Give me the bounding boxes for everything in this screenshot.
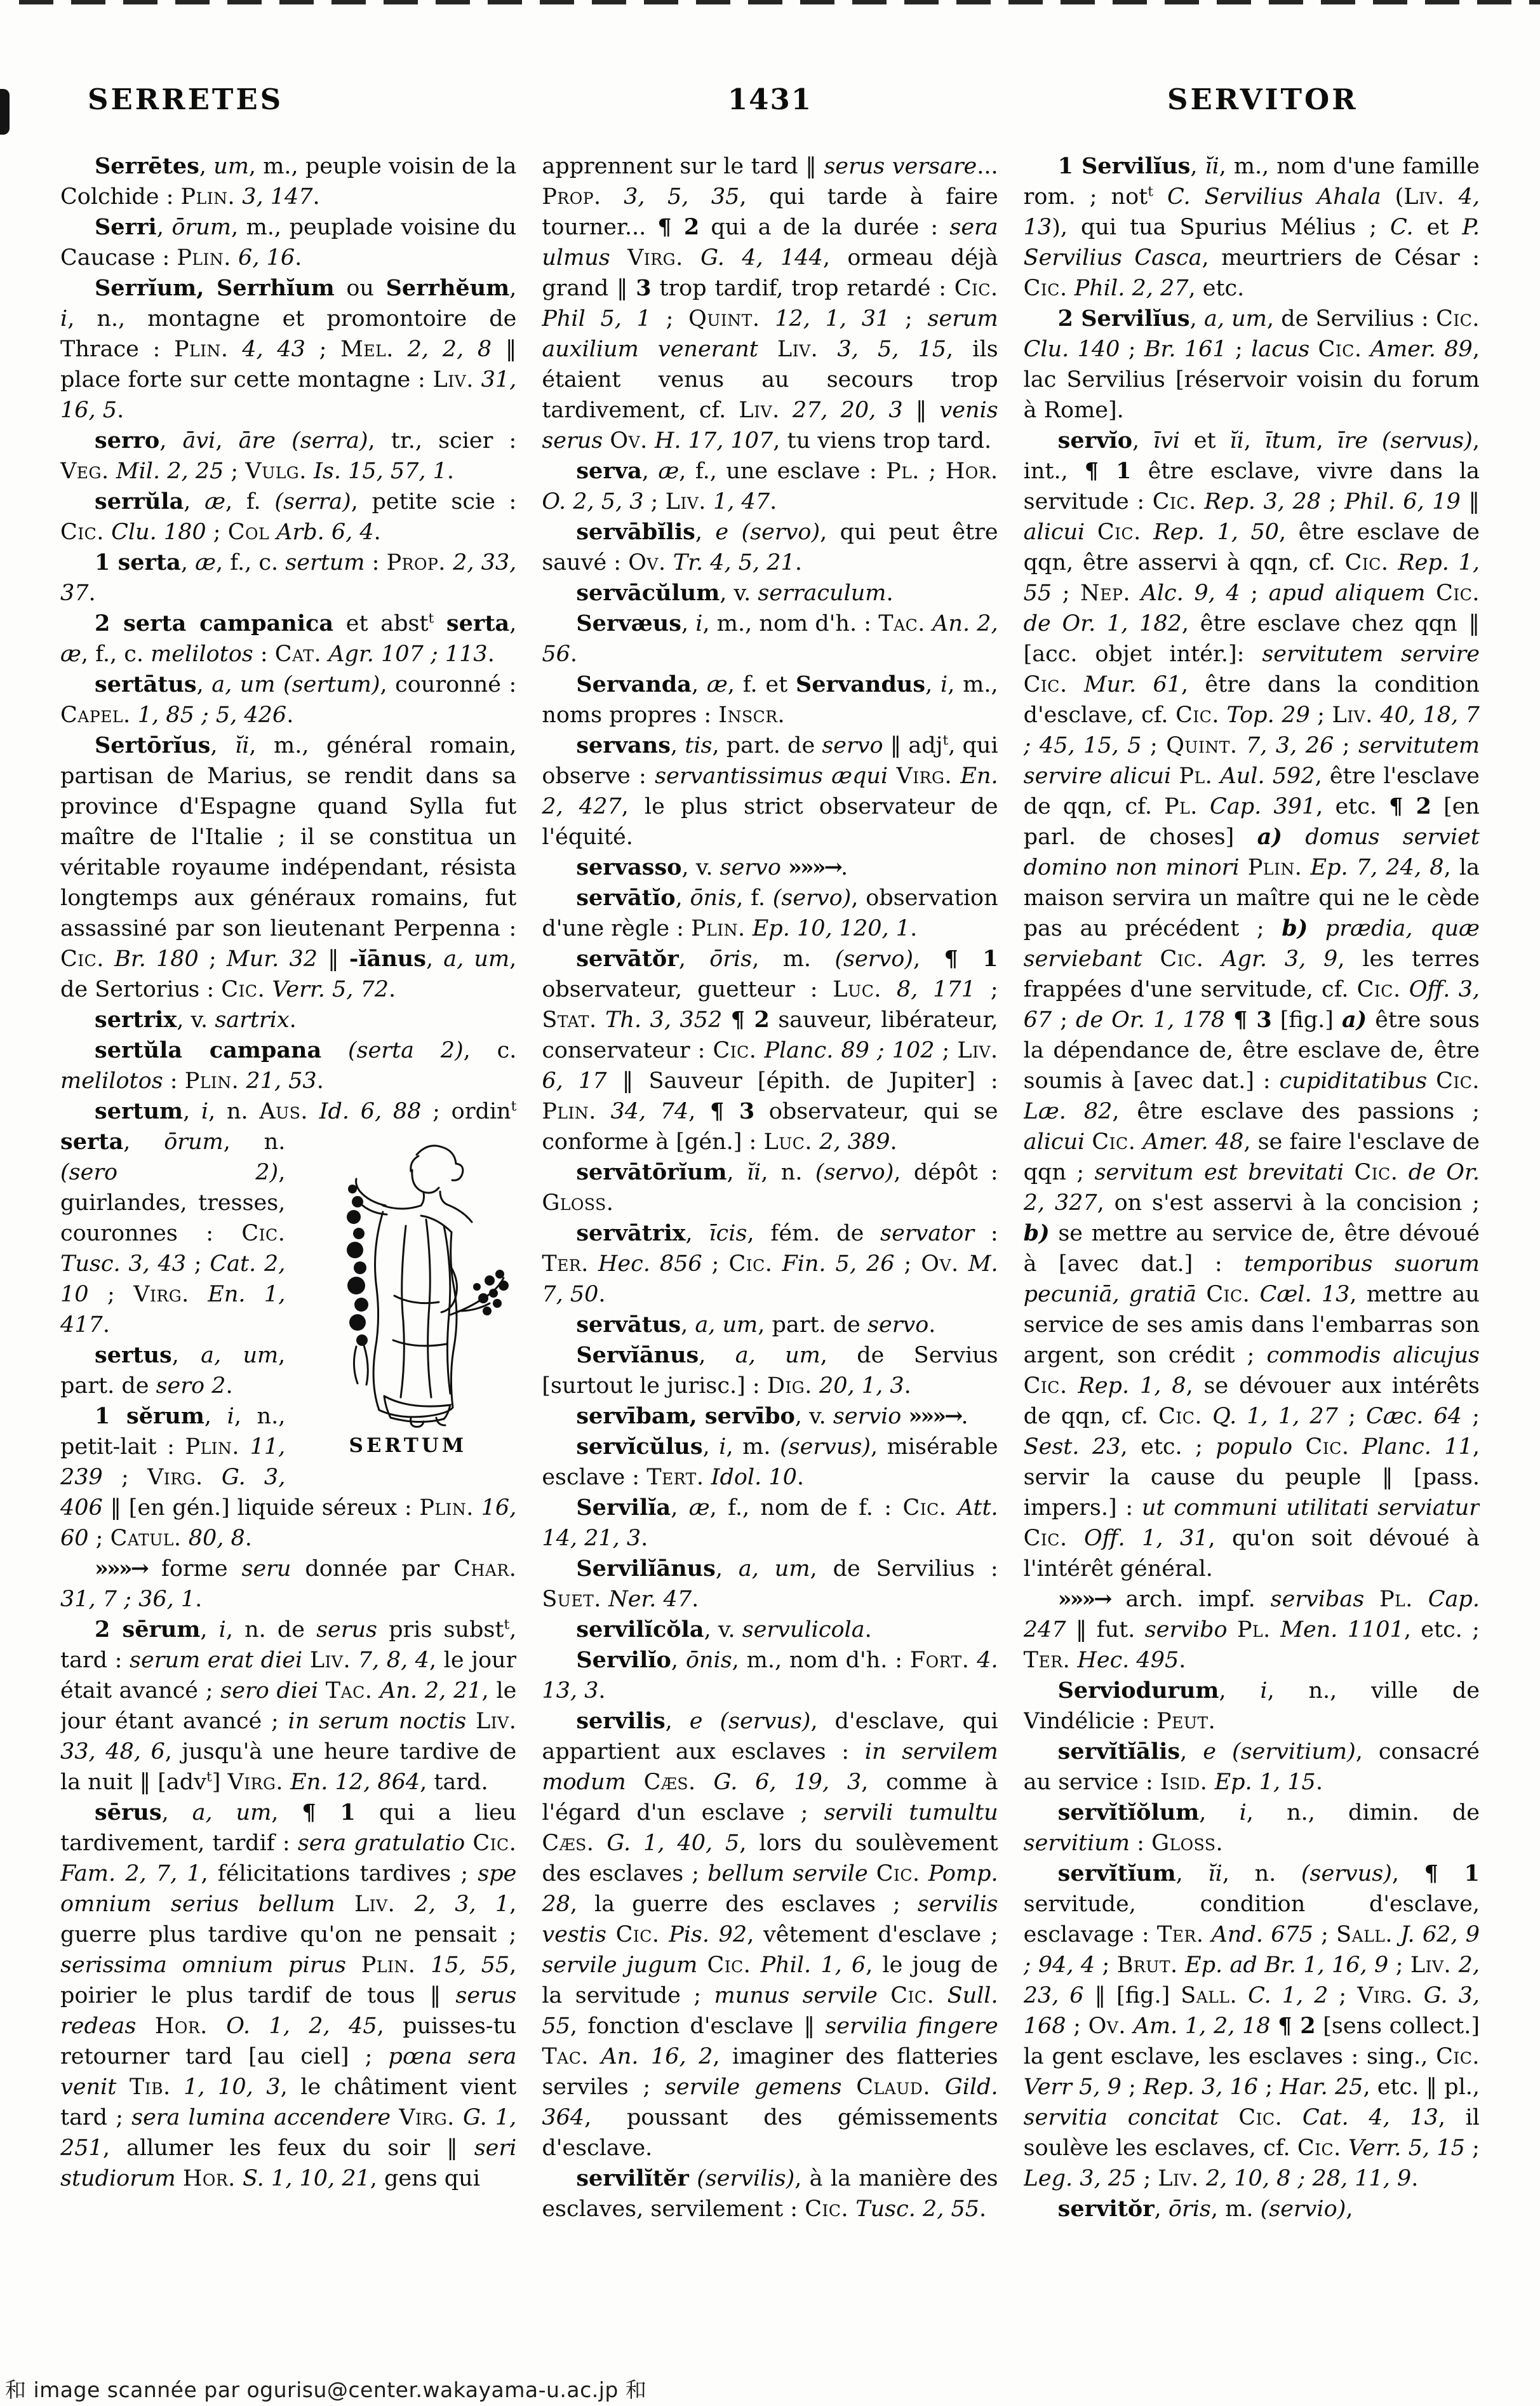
dictionary-entry: servĭtĭum, ĭi, n. (servus), ¶ 1 servitude, condition d'esclave, esclavage : Ter. And. 675 ; Sall. J. 62, 9 ; 94, 4 ; Brut. Ep. ad Br. 1, 16, 9 ; Liv. 2, 23, 6 ‖ [fig.] Sall. C. 1, 2 ; Virg. G. 3, 168 ; Ov. Am. 1, 2, 18 ¶ 2 [sens collect.] la gent esclave, les esclaves : sing., Cic. Verr 5, 9 ; Rep. 3, 16 ; Har. 25, etc. ‖ pl., servitia concitat Cic. Cat. 4, 13, il soulève les esclaves, cf. Cic. Verr. 5, 15 ; Leg. 3, 25 ; Liv. 2, 10, 8 ; 28, 11, 9. [1023,1860,1480,2191]
scan-watermark: 和 image scannée par ogurisu@center.wakayama-u.ac.jp 和 [5,2377,647,2402]
dictionary-entry: sērus, a, um, ¶ 1 qui a lieu tardivement, tardif : sera gratulatio Cic. Fam. 2, 7, 1, félicitations tardives ; spe omnium serius bellum Liv. 2, 3, 1, guerre plus tardive qu'on ne pensait ; serissima omnium pirus Plin. 15, 55, poirier le plus tardif de tous ‖ serus redeas Hor. O. 1, 2, 45, puisses-tu retourner tard [au ciel] ; pœna sera venit Tib. 1, 10, 3, le châtiment vient tard ; sera lumina accendere Virg. G. 1, 251, allumer les feux du soir ‖ seri studiorum Hor. S. 1, 10, 21, gens qui [60,1799,517,2191]
dictionary-entry: sertŭla campana (serta 2), c. melilotos : Plin. 21, 53. [60,1037,517,1094]
column-2 [542,151,998,2360]
text-columns [60,151,1480,2360]
dictionary-entry: 1 serta, æ, f., c. sertum : Prop. 2, 33, 37. [60,549,517,606]
dictionary-entry: Serrĭum, Serrhĭum ou Serrhĕum, i, n., montagne et promontoire de Thrace : Plin. 4, 43 ; Mel. 2, 2, 8 ‖ place forte sur cette montagne : Liv. 31, 16, 5. [60,275,517,423]
dictionary-entry: servĭcŭlus, i, m. (servus), misérable esclave : Tert. Idol. 10. [542,1434,998,1490]
dictionary-entry: servĭtĭŏlum, i, n., dimin. de servitium : Gloss. [1023,1799,1480,1856]
dictionary-entry: »»»→ arch. impf. servibas Pl. Cap. 247 ‖ fut. servibo Pl. Men. 1101, etc. ; Ter. Hec. 495. [1023,1586,1480,1673]
dictionary-entry: servans, tis, part. de servo ‖ adj$^t$, qui observe : servantissimus æqui Virg. En. 2, 427, le plus strict observateur de l'équité. [542,732,998,850]
dictionary-entry: sertātus, a, um (sertum), couronné : Capel. 1, 85 ; 5, 426. [60,671,517,728]
header-last-headword: SERVITOR [1167,83,1358,116]
dictionary-entry: serrŭla, æ, f. (serra), petite scie : Cic. Clu. 180 ; Col Arb. 6, 4. [60,488,517,545]
dictionary-entry: Servilĭo, ōnis, m., nom d'h. : Fort. 4. 13, 3. [542,1647,998,1704]
dictionary-entry: Servanda, æ, f. et Servandus, i, m., noms propres : Inscr. [542,671,998,728]
dictionary-entry: Servilĭānus, a, um, de Servilius : Suet. Ner. 47. [542,1556,998,1612]
dictionary-entry: 1 sĕrum, i, n., petit-lait : Plin. 11, 239 ; Virg. G. 3, 406 ‖ [en gén.] liquide séreux : Plin. 16, 60 ; Catul. 80, 8. [60,1403,517,1551]
dictionary-entry: servātŏr, ōris, m. (servo), ¶ 1 observateur, guetteur : Luc. 8, 171 ; Stat. Th. 3, 352 ¶ 2 sauveur, libérateur, conservateur : Cic. Planc. 89 ; 102 ; Liv. 6, 17 ‖ Sauveur [épith. de Jupiter] : Plin. 34, 74, ¶ 3 observateur, qui se conforme à [gén.] : Luc. 2, 389. [542,946,998,1155]
woman-with-garland-engraving-icon [299,1131,516,1429]
column-1 [60,151,516,2360]
scan-edge-artifact [19,0,1540,4]
dictionary-entry: servĭtĭālis, e (servitium), consacré au service : Isid. Ep. 1, 15. [1023,1738,1480,1795]
dictionary-entry: servātĭo, ōnis, f. (servo), observation d'une règle : Plin. Ep. 10, 120, 1. [542,885,998,941]
dictionary-entry: Serri, ōrum, m., peuplade voisine du Caucase : Plin. 6, 16. [60,214,517,271]
running-header [0,83,1540,123]
dictionary-entry: servābĭlis, e (servo), qui peut être sauvé : Ov. Tr. 4, 5, 21. [542,519,998,575]
dictionary-entry: Servæus, i, m., nom d'h. : Tac. An. 2, 56. [542,610,998,667]
dictionary-entry: sertus, a, um, part. de sero 2. [60,1342,286,1399]
page-number: 1431 [727,83,813,116]
dictionary-entry: serva, æ, f., une esclave : Pl. ; Hor. O. 2, 5, 3 ; Liv. 1, 47. [542,458,998,514]
dictionary-entry: 2 Servilĭus, a, um, de Servilius : Cic. Clu. 140 ; Br. 161 ; lacus Cic. Amer. 89, lac Servilius [réservoir voisin du forum à Rome]. [1023,306,1480,423]
dictionary-entry: servilĭcŏla, v. servulicola. [576,1616,872,1643]
dictionary-entry: servilis, e (servus), d'esclave, qui appartient aux esclaves : in servilem modum Cæs. G. 6, 19, 3, comme à l'égard d'un esclave ; servili tumultu Cæs. G. 1, 40, 5, lors du soulèvement des esclaves ; bellum servile Cic. Pomp. 28, la guerre des esclaves ; servilis vestis Cic. Pis. 92, vêtement d'esclave ; servile jugum Cic. Phil. 1, 6, le joug de la servitude ; munus servile Cic. Sull. 55, fonction d'esclave ‖ servilia fingere Tac. An. 16, 2, imaginer des flatteries serviles ; servile gemens Claud. Gild. 364, poussant des gémissements d'esclave. [542,1708,998,2161]
dictionary-entry: sertrix, v. sartrix. [95,1007,297,1033]
dictionary-entry: 2 serta campanica et abst$^t$ serta, æ, f., c. melilotos : Cat. Agr. 107 ; 113. [60,610,517,667]
dictionary-entry: 2 sērum, i, n. de serus pris subst$^t$, tard : serum erat diei Liv. 7, 8, 4, le jour était avancé ; sero diei Tac. An. 2, 21, le jour étant avancé ; in serum noctis Liv. 33, 48, 6, jusqu'à une heure tardive de la nuit ‖ [adv$^t$] Virg. En. 12, 864, tard. [60,1616,517,1795]
dictionary-entry: servātrix, īcis, fém. de servator : Ter. Hec. 856 ; Cic. Fin. 5, 26 ; Ov. M. 7, 50. [542,1220,998,1307]
dictionary-entry: servasso, v. servo »»»→. [576,854,848,880]
column-3 [1024,151,1480,2360]
dictionary-entry: servĭo, īvi et ĭi, ītum, īre (servus), int., ¶ 1 être esclave, vivre dans la servitude : Cic. Rep. 3, 28 ; Phil. 6, 19 ‖ alicui Cic. Rep. 1, 50, être esclave de qqn, être asservi à qqn, cf. Cic. Rep. 1, 55 ; Nep. Alc. 9, 4 ; apud aliquem Cic. de Or. 1, 182, être esclave chez qqn ‖ [acc. objet intér.]: servitutem servire Cic. Mur. 61, être dans la condition d'esclave, cf. Cic. Top. 29 ; Liv. 40, 18, 7 ; 45, 15, 5 ; Quint. 7, 3, 26 ; servitutem servire alicui Pl. Aul. 592, être l'esclave de qqn, cf. Pl. Cap. 391, etc. ¶ 2 [en parl. de choses] a) domus serviet domino non minori Plin. Ep. 7, 24, 8, la maison servira un maître qui ne le cède pas au précédent ; b) prædia, quæ serviebant Cic. Agr. 3, 9, les terres frappées d'une servitude, cf. Cic. Off. 3, 67 ; de Or. 1, 178 ¶ 3 [fig.] a) être sous la dépendance de, être esclave de, être soumis à [avec dat.] : cupiditatibus Cic. Læ. 82, être esclave des passions ; alicui Cic. Amer. 48, se faire l'esclave de qqn ; servitum est brevitati Cic. de Or. 2, 327, on s'est asservi à la concision ; b) se mettre au service de, être dévoué à [avec dat.] : temporibus suorum pecuniā, gratiā Cic. Cæl. 13, mettre au service de ses amis dans l'embarras son argent, son crédit ; commodis alicujus Cic. Rep. 1, 8, se dévouer aux intérêts de qqn, cf. Cic. Q. 1, 1, 27 ; Cæc. 64 ; Sest. 23, etc. ; populo Cic. Planc. 11, servir la cause du peuple ‖ [pass. impers.] : ut communi utilitati serviatur Cic. Off. 1, 31, qu'on soit dévoué à l'intérêt général. [1023,427,1480,1582]
dictionary-entry: servilĭtĕr (servilis), à la manière des esclaves, servilement : Cic. Tusc. 2, 55. [542,2165,998,2222]
dictionary-entry: Sertōrĭus, ĭi, m., général romain, partisan de Marius, se rendit dans sa province d'Espagne quand Sylla fut maître de l'Italie ; il se constitua un véritable royaume indépendant, résista longtemps aux généraux romains, fut assassiné par son lieutenant Perpenna : Cic. Br. 180 ; Mur. 32 ‖ -ĭānus, a, um, de Sertorius : Cic. Verr. 5, 72. [60,732,517,1002]
dictionary-entry: servātus, a, um, part. de servo. [576,1312,936,1338]
dictionary-entry: servācŭlum, v. serraculum. [576,580,894,606]
dictionary-entry: apprennent sur le tard ‖ serus versare... Prop. 3, 5, 35, qui tarde à faire tourner... ¶ 2 qui a de la durée : sera ulmus Virg. G. 4, 144, ormeau déjà grand ‖ 3 trop tardif, trop retardé : Cic. Phil 5, 1 ; Quint. 12, 1, 31 ; serum auxilium venerant Liv. 3, 5, 15, ils étaient venus au secours trop tardivement, cf. Liv. 27, 20, 3 ‖ venis serus Ov. H. 17, 107, tu viens trop tard. [542,154,998,454]
dictionary-entry: serro, āvi, āre (serra), tr., scier : Veg. Mil. 2, 25 ; Vulg. Is. 15, 57, 1. [60,427,517,484]
dictionary-entry: Serrētes, um, m., peuple voisin de la Colchide : Plin. 3, 147. [60,153,517,210]
dictionary-entry: servībam, servībo, v. servio »»»→. [576,1403,968,1429]
illustration-caption: SERTUM [349,1434,467,1457]
header-first-headword: SERRETES [88,83,284,116]
dictionary-entry: »»»→ forme seru donnée par Char. 31, 7 ; 36, 1. [60,1556,517,1612]
dictionary-entry: servātōrĭum, ĭi, n. (servo), dépôt : Gloss. [542,1159,998,1216]
dictionary-entry: Servĭānus, a, um, de Servius [surtout le jurisc.] : Dig. 20, 1, 3. [542,1342,998,1399]
sertum-illustration [299,1131,516,1461]
dictionary-entry: sertum, i, n. Aus. Id. 6, 88 ; SERTUM ordin$^t$ serta, ōrum, n. (sero 2), guirlandes, tresses, couronnes : Cic. Tusc. 3, 43 ; Cat. 2, 10 ; Virg. En. 1, 417. [60,1096,516,1340]
dictionary-entry: Serviodurum, i, n., ville de Vindélicie : Peut. [1023,1677,1480,1734]
dictionary-entry: servitŏr, ōris, m. (servio), [1057,2196,1353,2222]
dictionary-entry: 1 Servilĭus, ĭi, m., nom d'une famille rom. ; not$^t$ C. Servilius Ahala (Liv. 4, 13), qui tua Spurius Mélius ; C. et P. Servilius Casca, meurtriers de César : Cic. Phil. 2, 27, etc. [1023,153,1480,301]
dictionary-entry: Servilĭa, æ, f., nom de f. : Cic. Att. 14, 21, 3. [542,1495,998,1551]
